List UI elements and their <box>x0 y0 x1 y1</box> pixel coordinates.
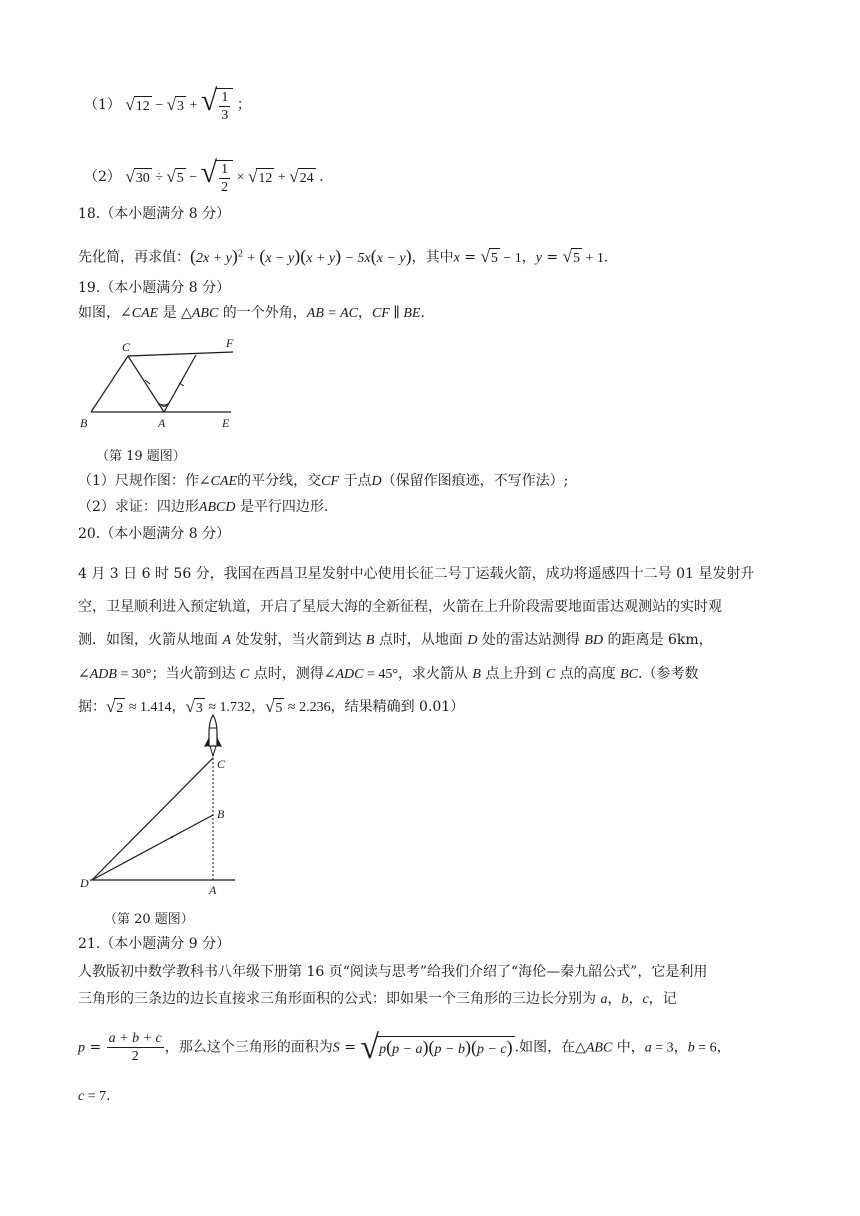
q21-line3: p = $\frac{a + b + c}{2}$ ，那么这个三角形的面积为S = √p(p − a)(p − b)(p − c) .如图，在△ABC 中，a = 3，b = 6， <box>78 1028 731 1066</box>
q21-line4: c = 7. <box>78 1088 111 1104</box>
label-c: C <box>122 340 131 354</box>
q19-caption: （第 19 题图） <box>96 449 186 464</box>
label-c: C <box>217 757 226 771</box>
q21-line1: 人教版初中数学教科书八年级下册第 16 页“阅读与思考”给我们介绍了“海伦—秦九韶公式”，它是利用 <box>78 964 708 980</box>
q19-header: 19.（本小题满分 8 分） <box>78 280 231 296</box>
q19-sub1: （1）尺规作图：作∠CAE的平分线，交CF 于点D（保留作图痕迹，不写作法）; <box>78 473 569 489</box>
figure-19 <box>76 333 256 433</box>
q18-body: 先化简，再求值：$(2x + y)^2 + (x - y)(x + y) - 5x(x - y)$，其中x = √5 − 1，y = √5 + 1. <box>78 244 608 269</box>
label-b: B <box>217 807 225 821</box>
label-a: A <box>158 416 166 430</box>
q20-line4: ∠ADB = 30°；当火箭到达 C 点时，测得∠ADC = 45°，求火箭从 B 点上升到 C 点的高度 BC.（参考数 <box>78 666 699 682</box>
q20-header: 20.（本小题满分 8 分） <box>78 526 231 542</box>
rocket-icon <box>204 715 222 756</box>
q21-line2: 三角形的三条边的边长直接求三角形面积的公式：即如果一个三角形的三边长分别为 a，b，c，记 <box>78 991 677 1007</box>
label-f: F <box>226 336 234 350</box>
line-cf <box>128 352 233 356</box>
q18-header: 18.（本小题满分 8 分） <box>78 206 231 222</box>
q20-line5: 据：√2 ≈ 1.414，√3 ≈ 1.732，√5 ≈ 2.236，结果精确到 0.01） <box>78 697 464 719</box>
q17-part2: （2） √30 ÷ √5 − √ $\frac{1}{2}$ × √12 + √24 . <box>84 155 324 195</box>
q20-line3: 测．如图，火箭从地面 A 处发射，当火箭到达 B 点时，从地面 D 处的雷达站测得 BD 的距离是 6km， <box>78 632 713 648</box>
label-a: A <box>209 883 217 897</box>
segment-dc <box>92 758 213 880</box>
segment-db <box>92 815 213 880</box>
label-e: E <box>222 416 230 430</box>
figure-20 <box>80 710 260 900</box>
q21-header: 21.（本小题满分 9 分） <box>78 936 231 952</box>
q20-caption: （第 20 题图） <box>104 912 194 927</box>
label-b: B <box>80 416 88 430</box>
segment-bc <box>91 356 128 412</box>
midpoint-mark <box>171 836 173 838</box>
q17-part1: （1） √12 − √3 + √ $\frac{1}{3}$ ； <box>84 83 251 123</box>
q19-body: 如图，∠CAE 是 △ABC 的一个外角，AB = AC，CF ∥ BE. <box>78 305 425 321</box>
label-d: D <box>80 876 89 890</box>
q20-line1: 4 月 3 日 6 时 56 分，我国在西昌卫星发射中心使用长征二号丁运载火箭，成功将遥感四十二号 01 星发射升 <box>78 566 755 582</box>
q19-sub2: （2）求证：四边形ABCD 是平行四边形. <box>78 499 329 515</box>
q20-line2: 空，卫星顺利进入预定轨道，开启了星辰大海的全新征程，火箭在上升阶段需要地面雷达观测站的实时观 <box>78 599 722 615</box>
